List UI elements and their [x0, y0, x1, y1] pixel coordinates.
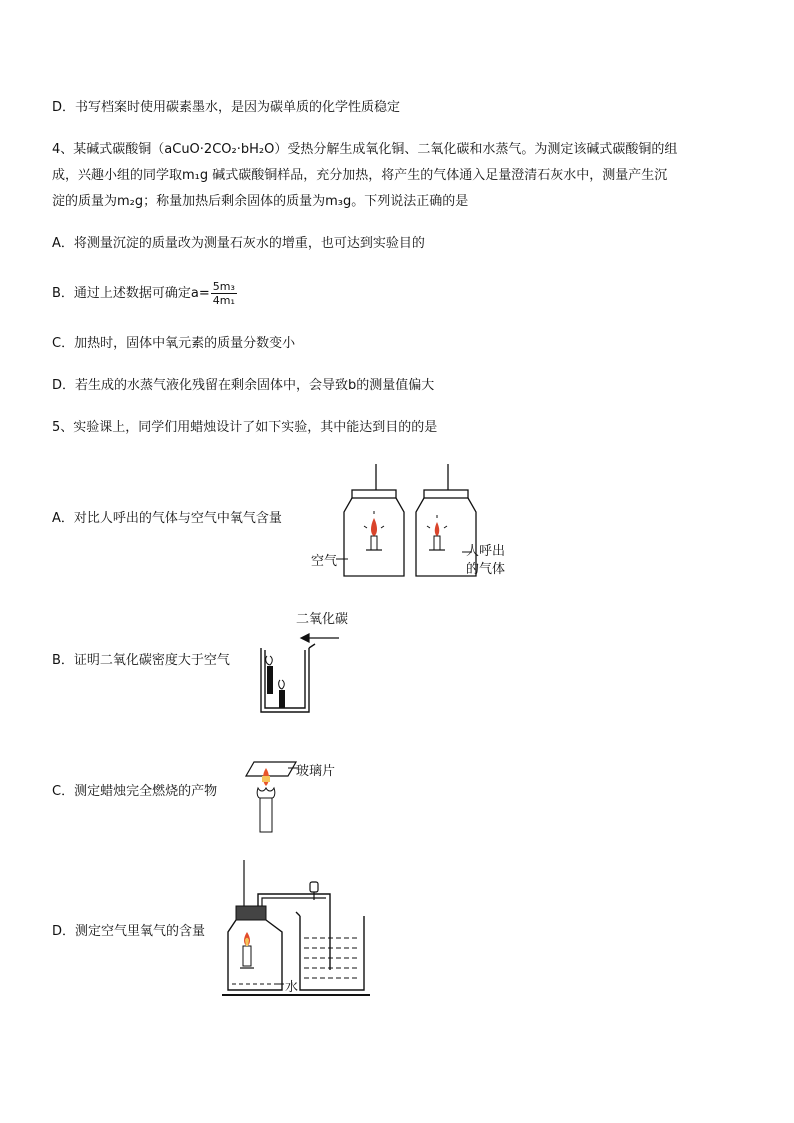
label-co2: 二氧化碳 [296, 612, 349, 627]
glass-sheet [246, 762, 296, 776]
candle-left [364, 511, 384, 550]
label-air: 空气 [311, 554, 338, 569]
candle-c [257, 788, 275, 832]
q4-option-b [52, 280, 237, 308]
candle-right [427, 515, 447, 550]
fraction-numerator: 5m₃ [212, 280, 235, 293]
candle-short [279, 680, 285, 708]
label-glass-sheet: 玻璃片 [296, 764, 336, 779]
q5-stem: 5、实验课上，同学们用蜡烛设计了如下实验，其中能达到目的的是 [52, 420, 438, 435]
label-breath-line-1: 人呼出 [466, 544, 506, 559]
jar-d [228, 920, 282, 990]
q4-option-b-text: B．通过上述数据可确定a= [52, 286, 210, 301]
co2-inlet-arrow-icon [301, 634, 339, 642]
q5-option-a: A．对比人呼出的气体与空气中氧气含量 [52, 511, 282, 526]
q5-option-d: D．测定空气里氧气的含量 [52, 924, 206, 939]
label-breath-line-2: 的气体 [466, 562, 506, 577]
q5-option-b: B．证明二氧化碳密度大于空气 [52, 653, 230, 668]
q4-option-b-fraction [211, 280, 237, 307]
co2-density-diagram [255, 628, 345, 718]
stopper [236, 906, 266, 920]
q4-stem-line-2: 成，兴趣小组的同学取m₁g 碱式碳酸铜样品，充分加热，将产生的气体通入足量澄清石灰水中，测量产生沉 [52, 168, 668, 183]
q4-option-a: A．将测量沉淀的质量改为测量石灰水的增重，也可达到实验目的 [52, 236, 425, 251]
label-water: 水 [285, 980, 299, 995]
oxygen-comparison-diagram [340, 462, 470, 582]
q4-option-c: C．加热时，固体中氧元素的质量分数变小 [52, 336, 296, 351]
clamp-icon [310, 882, 318, 900]
fraction-denominator: 4m₁ [212, 294, 235, 307]
connecting-tube [258, 894, 330, 970]
flame-core [262, 776, 270, 782]
q4-option-d: D．若生成的水蒸气液化残留在剩余固体中，会导致b的测量值偏大 [52, 378, 435, 393]
candle-d [240, 932, 254, 968]
q3-option-d: D．书写档案时使用碳素墨水，是因为碳单质的化学性质稳定 [52, 100, 401, 115]
q4-stem [52, 137, 742, 215]
combustion-products-diagram [240, 758, 300, 838]
q4-stem-line-3: 淀的质量为m₂g；称量加热后剩余固体的质量为m₃g。下列说法正确的是 [52, 194, 469, 209]
q5-option-c: C．测定蜡烛完全燃烧的产物 [52, 784, 218, 799]
candle-tall [266, 656, 273, 694]
water-in-beaker [304, 938, 360, 978]
q4-stem-line-1: 4、某碱式碳酸铜（aCuO·2CO₂·bH₂O）受热分解生成氧化铜、二氧化碳和水蒸气。为测定该碱式碳酸铜的组 [52, 142, 678, 157]
